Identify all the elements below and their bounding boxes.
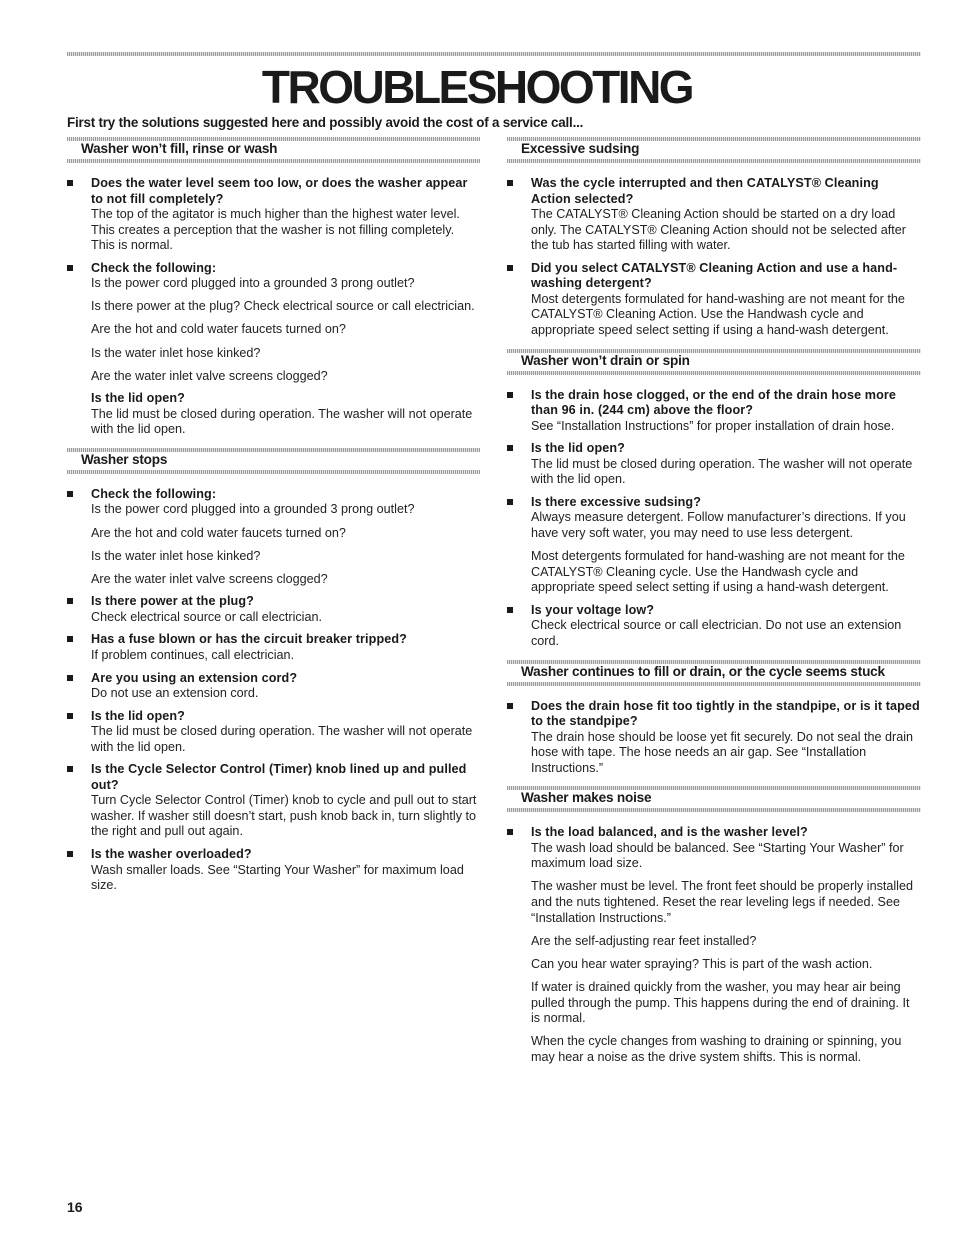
item-answer: Most detergents formulated for hand-washing are not meant for the CATALYST® Cleaning cycle. Use the Handwash cycle and appropriate speed select setting if using a hand-wash detergent. [531,549,905,595]
section-heading [507,349,921,374]
item-question: Did you select CATALYST® Cleaning Action and use a hand-washing detergent? [531,260,898,291]
bullet-icon [507,703,513,709]
troubleshooting-item [507,441,921,488]
divider-bottom [507,682,921,686]
bullet-icon [67,766,73,772]
item-answer: Are the water inlet valve screens clogged? [91,368,328,383]
section-items [507,374,921,650]
item-question: Check the following: [91,486,217,501]
bullet-icon [507,392,513,398]
item-question: Is there excessive sudsing? [531,494,701,509]
troubleshooting-item [507,603,921,650]
item-question: Are you using an extension cord? [91,670,298,685]
item-answer: Are the hot and cold water faucets turned on? [91,322,346,337]
troubleshooting-item [67,709,480,756]
item-answer: Wash smaller loads. See “Starting Your Washer” for maximum load size. [91,862,464,893]
troubleshooting-section [507,660,921,777]
item-question: Does the drain hose fit too tightly in the standpipe, or is it taped to the standpipe? [531,698,920,728]
divider-top [507,660,921,664]
troubleshooting-section [507,349,921,650]
troubleshooting-item [67,487,480,587]
divider-top [507,786,921,790]
bullet-icon [67,851,73,857]
troubleshooting-item [67,176,480,254]
bullet-icon [507,607,513,613]
section-heading [67,137,480,162]
troubleshooting-item [67,762,480,840]
item-answer: Turn Cycle Selector Control (Timer) knob to cycle and pull out to start washer. If washer still doesn’t start, push knob back in, turn slightly to the right and pull out again. [91,793,477,839]
item-answer: The drain hose should be loose yet fit securely. Do not seal the drain hose with tape. The hose needs an air gap. See “Installation Instructions.” [531,729,913,775]
divider-top [67,448,480,452]
divider-top [507,137,921,141]
divider-top [67,137,480,141]
item-answer: The lid must be closed during operation. The washer will not operate with the lid open. [531,456,913,487]
troubleshooting-item [67,847,480,894]
item-answer: Is the power cord plugged into a grounded 3 prong outlet? [91,502,415,517]
item-answer: The washer must be level. The front feet should be properly installed and the nuts tightened. Reset the rear leveling legs if needed. See “Installation Instructions.” [531,879,913,925]
troubleshooting-item [67,671,480,702]
bullet-icon [507,180,513,186]
item-question: Is the lid open? [91,708,185,723]
section-heading-text: Excessive sudsing [521,141,640,156]
item-answer: Check electrical source or call electrician. [91,609,322,624]
item-answer: Is the power cord plugged into a grounded 3 prong outlet? [91,276,415,291]
divider-bottom [67,470,480,474]
item-answer: The wash load should be balanced. See “Starting Your Washer” for maximum load size. [531,840,904,871]
item-question: Was the cycle interrupted and then CATALYST® Cleaning Action selected? [531,176,879,206]
item-question: Is the Cycle Selector Control (Timer) knob lined up and pulled out? [91,762,467,792]
troubleshooting-item [507,699,921,777]
troubleshooting-section [67,448,480,894]
troubleshooting-item [507,388,921,435]
item-answer: When the cycle changes from washing to draining or spinning, you may hear a noise as the drive system shifts. This is normal. [531,1034,902,1064]
bullet-icon [67,180,73,186]
troubleshooting-item [507,825,921,1065]
section-heading-text: Washer makes noise [521,790,652,806]
troubleshooting-section [67,137,480,438]
bullet-icon [67,713,73,719]
section-items [67,473,480,894]
item-answer: The lid must be closed during operation. The washer will not operate with the lid open. [91,724,473,754]
item-answer: Check electrical source or call electrician. Do not use an extension cord. [531,618,902,648]
section-heading-text: Washer continues to fill or drain, or the cycle seems stuck [521,663,885,679]
left-column [67,137,480,904]
item-question: Is there power at the plug? [91,594,254,609]
troubleshooting-item [67,632,480,663]
page-number: 16 [67,1199,83,1215]
item-question: Is the drain hose clogged, or the end of the drain hose more than 96 in. (244 cm) above the floor? [531,387,896,418]
item-answer: Are the hot and cold water faucets turned on? [91,525,346,540]
item-answer: If problem continues, call electrician. [91,647,294,662]
bullet-icon [507,499,513,505]
item-question: Is the washer overloaded? [91,847,252,862]
item-answer: See “Installation Instructions” for proper installation of drain hose. [531,418,895,433]
section-heading [507,137,921,162]
item-question: Has a fuse blown or has the circuit breaker tripped? [91,632,407,647]
divider-top [507,349,921,353]
item-answer: Most detergents formulated for hand-washing are not meant for the CATALYST® Cleaning Action. Use the Handwash cycle and appropriate speed select setting if using a hand-wash detergent. [531,291,905,337]
intro-text: First try the solutions suggested here and possibly avoid the cost of a service call... [67,115,584,130]
bullet-icon [67,636,73,642]
top-divider [67,52,921,56]
item-answer: Do not use an extension cord. [91,686,259,700]
divider-bottom [507,371,921,375]
divider-bottom [507,808,921,812]
item-answer: Are the water inlet valve screens clogged? [91,571,328,586]
section-heading-text: Washer won’t fill, rinse or wash [81,141,278,156]
item-answer: Is the water inlet hose kinked? [91,548,261,563]
troubleshooting-item [67,594,480,625]
page-title: TROUBLESHOOTING [261,61,693,113]
section-heading-text: Washer stops [81,451,168,467]
troubleshooting-section [507,137,921,339]
divider-bottom [67,159,480,163]
item-answer: Always measure detergent. Follow manufacturer’s directions. If you have very soft water, you may need to use less detergent. [531,510,906,540]
item-answer: Are the self-adjusting rear feet installed? [531,933,757,948]
section-items [507,685,921,777]
bullet-icon [507,265,513,271]
section-heading [67,448,480,473]
troubleshooting-section [507,786,921,1065]
bullet-icon [507,445,513,451]
bullet-icon [67,265,73,271]
item-question: Check the following: [91,260,217,275]
troubleshooting-item [507,495,921,596]
right-column [507,137,921,1075]
section-heading [507,660,921,685]
item-question: Is the lid open? [531,441,625,456]
section-heading [507,786,921,811]
troubleshooting-item [67,391,480,438]
bullet-icon [67,598,73,604]
section-heading-text: Washer won’t drain or spin [521,352,690,368]
section-items [507,162,921,339]
troubleshooting-item [67,261,480,384]
item-answer: The CATALYST® Cleaning Action should be started on a dry load only. The CATALYST® Cleaning Action should not be selected after the tub has started filling with water. [531,207,906,253]
item-answer: Is there power at the plug? Check electrical source or call electrician. [91,299,475,314]
section-items [507,811,921,1065]
item-question: Does the water level seem too low, or does the washer appear to not fill completely? [91,176,468,206]
section-items [67,162,480,438]
item-answer: If water is drained quickly from the washer, you may hear air being pulled through the pump. This happens during the end of draining. It is normal. [531,979,910,1026]
item-answer: Is the water inlet hose kinked? [91,345,261,360]
bullet-icon [67,675,73,681]
item-question: Is your voltage low? [531,602,655,617]
divider-bottom [507,159,921,163]
item-question: Is the lid open? [91,391,185,406]
troubleshooting-item [507,176,921,254]
item-answer: Can you hear water spraying? This is part of the wash action. [531,956,873,971]
item-question: Is the load balanced, and is the washer level? [531,825,808,840]
bullet-icon [507,829,513,835]
bullet-icon [67,491,73,497]
troubleshooting-item [507,261,921,339]
item-answer: The top of the agitator is much higher than the highest water level. This creates a perception that the washer is not filling completely. This is normal. [91,207,460,253]
item-answer: The lid must be closed during operation. The washer will not operate with the lid open. [91,406,473,437]
